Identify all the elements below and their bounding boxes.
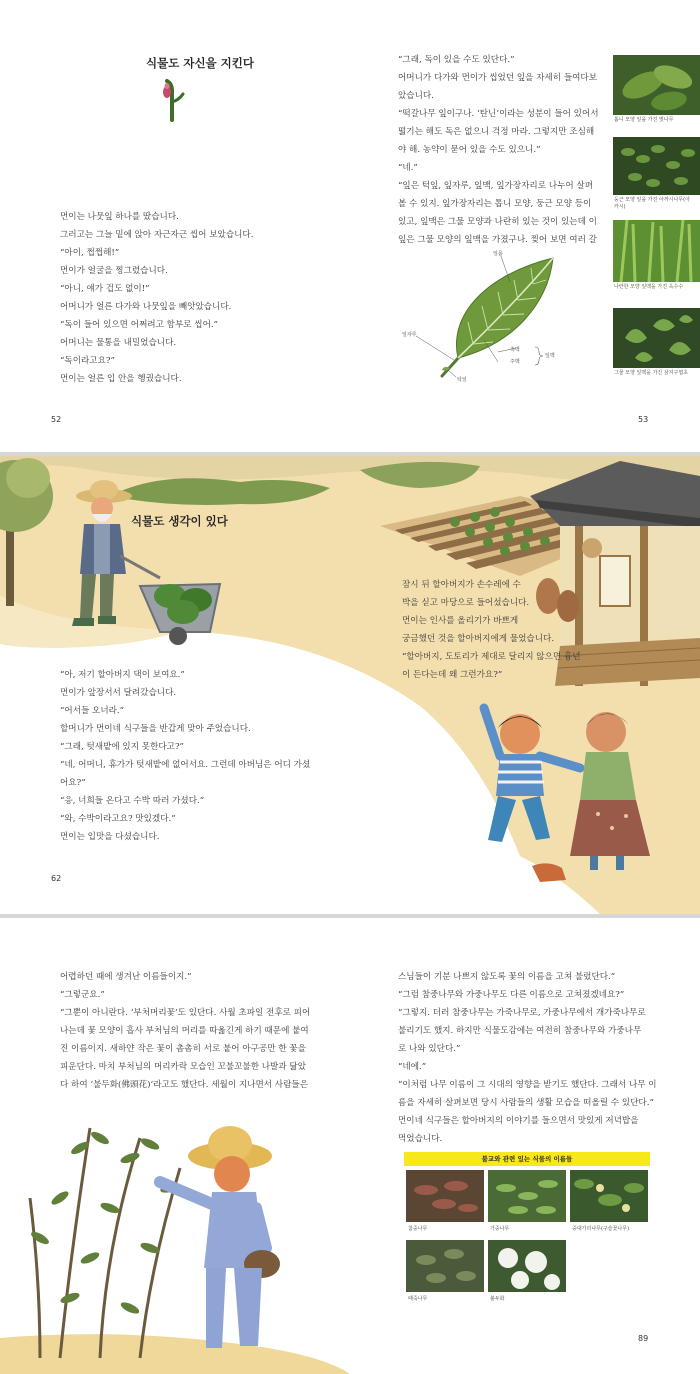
paragraph: 먹었습니다. <box>398 1134 443 1144</box>
paragraph: 피운단다. 마치 부처님의 머리카락 모습인 꼬불꼬불한 나발과 닮았 <box>60 1062 306 1072</box>
paragraph: “네에.” <box>398 1062 427 1072</box>
photo-bulduhwa <box>488 1240 566 1292</box>
paragraph: 어머니가 얼른 다가와 나뭇잎을 빼앗았습니다. <box>60 302 232 312</box>
paragraph: 먼이는 인사를 올리기가 바쁘게 <box>402 616 519 626</box>
paragraph: 름을 자세히 살펴보면 당시 사람들의 생활 모습을 떠올릴 수 있단다.” <box>398 1098 654 1108</box>
paragraph: 진 이름이지. 새하얀 작은 꽃이 촘촘히 서로 붙어 아구공만 한 꽃을 <box>60 1044 306 1054</box>
paragraph: “할아버지, 도토리가 제대로 달리지 않으면 흉년 <box>402 652 581 662</box>
photo-caption: 때죽나무 <box>408 1296 428 1302</box>
photo-chamjung <box>406 1170 484 1222</box>
paragraph: 았습니다. <box>398 91 434 101</box>
paragraph: “그래, 독이 있을 수도 있단다.” <box>398 55 515 65</box>
paragraph: 먼이는 얼른 입 안을 헹궜습니다. <box>60 374 182 384</box>
photo-parallel-vein <box>613 220 700 282</box>
paragraph: “네.” <box>398 163 418 173</box>
photo-net-vein <box>613 308 700 368</box>
photo-ttaejuk <box>406 1240 484 1292</box>
spread-pages-52-53 <box>0 0 700 452</box>
paragraph: 먼이는 입맛을 다셨습니다. <box>60 832 160 842</box>
paragraph: 어렵하던 때에 생겨난 이름들이지.” <box>60 972 192 982</box>
page-number: 62 <box>51 874 62 883</box>
paragraph: “와, 수박이라고요? 맛있겠다.” <box>60 814 176 824</box>
paragraph: “그렇군요.” <box>60 990 105 1000</box>
photo-caption: 나란한 모양 잎맥을 가진 옥수수 <box>614 284 684 290</box>
photo-caption: 둥근 모양 잎을 가진 아까시나무(아카시) <box>614 197 690 210</box>
paragraph: “독이 들어 있으면 어쩌려고 함부로 씹어.” <box>60 320 219 330</box>
right-page-text <box>398 968 657 1148</box>
paragraph: 먼이는 나뭇잎 하나를 땄습니다. <box>60 212 179 222</box>
paragraph: 다 하여 ‘불두화(佛頭花)’라고도 했단다. 세월이 지나면서 사람들은 <box>60 1080 309 1090</box>
spread-page-62 <box>0 456 700 914</box>
left-page-text <box>60 968 310 1094</box>
photo-round-leaf <box>613 137 700 195</box>
paragraph: “아, 저기 할아버지 댁이 보여요.” <box>60 670 185 680</box>
paragraph: 어머니가 다가와 먼이가 씹었던 잎을 자세히 들여다보 <box>398 73 598 83</box>
paragraph: 그러고는 그늘 밑에 앉아 자근자근 씹어 보았습니다. <box>60 230 254 240</box>
leaf-label-veins: 잎맥 <box>545 353 555 359</box>
photo-caption: 불두화 <box>490 1296 505 1302</box>
spread-page-89 <box>0 918 700 1374</box>
left-page-text <box>60 666 310 846</box>
paragraph: “네, 어머니, 휴가가 텃새밭에 없어서요. 그런데 아버님은 어디 가셨 <box>60 760 311 770</box>
paragraph: “그뿐이 아니란다. ‘부처머리꽃’도 있단다. 사월 초파일 전후로 피어 <box>60 1008 311 1018</box>
paragraph: 나는데 꽃 모양이 흡사 부처님의 머리를 따옮긴게 하기 때문에 붙여 <box>60 1026 309 1036</box>
paragraph: 있고, 잎맥은 그물 모양과 나란히 있는 것이 있는데 이 <box>398 217 597 227</box>
paragraph: “이처럼 나무 이름이 그 시대의 영향을 받기도 했단다. 그래서 나무 이 <box>398 1080 657 1090</box>
photo-serrated-leaf <box>613 55 700 115</box>
leaf-label-lateral-vein: 측맥 <box>510 347 520 353</box>
plant-name-box <box>404 1152 650 1327</box>
paragraph: “그럼 참중나무와 가중나무도 다른 이름으로 고쳐졌겠네요?” <box>398 990 625 1000</box>
box-heading: 불교와 관련 있는 식물의 이름들 <box>404 1152 650 1166</box>
paragraph: 야 해. 농약이 묻어 있을 수도 있으니.” <box>398 145 541 155</box>
twig-illustration <box>155 78 189 122</box>
paragraph: 로 나와 있단다.” <box>398 1044 461 1054</box>
paragraph: “떡갈나무 잎이구나. ‘탄닌’이라는 성분이 들어 있어서 <box>398 109 599 119</box>
paragraph: 이 든다는데 왜 그런가요?” <box>402 670 503 680</box>
leaf-label-petiole: 잎자루 <box>402 332 417 338</box>
page-number: 89 <box>638 1334 649 1343</box>
photo-caption: 참중나무 <box>408 1226 428 1232</box>
leaf-label-stipule: 턱잎 <box>457 377 467 383</box>
page-number: 52 <box>51 415 62 424</box>
photo-caption: 그물 모양 잎맥을 가진 삼지구엽초 <box>614 370 688 376</box>
page-number: 53 <box>638 415 649 424</box>
paragraph: “그렇지. 더러 참중나무는 가죽나무로, 가중나무에서 개가죽나무로 <box>398 1008 646 1018</box>
paragraph: 할머니가 먼이네 식구들을 반갑게 맞아 주었습니다. <box>60 724 251 734</box>
paragraph: 박을 싣고 마당으로 들어섰습니다. <box>402 598 530 608</box>
paragraph: 떫기는 해도 독은 없으니 걱정 마라. 그렇지만 조심해 <box>398 127 595 137</box>
leaf-label-main-vein: 주맥 <box>510 359 520 365</box>
photo-jungdaegari <box>570 1170 648 1222</box>
paragraph: “그래, 텃새밭에 있지 못한다고?” <box>60 742 184 752</box>
paragraph: 불리기도 했지. 하지만 식물도감에는 여전히 참중나무와 가중나무 <box>398 1026 642 1036</box>
paragraph: 먼이네 식구들은 할아버지의 이야기를 들으면서 맛있게 저녁밥을 <box>398 1116 639 1126</box>
photo-caption: 톱니 모양 잎을 가진 벚나무 <box>614 117 674 123</box>
paragraph: 볼 수 있지. 잎가장자리는 톱니 모양, 둥근 모양 등이 <box>398 199 592 209</box>
photo-gajung <box>488 1170 566 1222</box>
leaf-diagram <box>398 244 598 384</box>
paragraph: 어머니는 물통을 내밀었습니다. <box>60 338 177 348</box>
right-page-text <box>402 576 581 684</box>
left-page-text <box>60 208 253 388</box>
paragraph: “응, 너희들 온다고 수박 따러 가셨다.” <box>60 796 205 806</box>
paragraph: 어요?” <box>60 778 86 788</box>
paragraph: 궁금했던 것을 할아버지에게 물었습니다. <box>402 634 555 644</box>
paragraph: 잠시 뒤 할아버지가 손수레에 수 <box>402 580 521 590</box>
paragraph: 먼이가 얼굴을 찡그렸습니다. <box>60 266 168 276</box>
paragraph: “아니, 얘가 겁도 없이!” <box>60 284 150 294</box>
paragraph: “독이라고요?” <box>60 356 115 366</box>
leaf-label-blade: 잎몸 <box>493 251 503 257</box>
paragraph: “잎은 턱잎, 잎자루, 잎맥, 잎가장자리로 나누어 살펴 <box>398 181 594 191</box>
paragraph: 스님들이 기분 나쁘지 않도록 꽃의 이름을 고쳐 불렀단다.” <box>398 972 616 982</box>
section-title: 식물도 생각이 있다 <box>131 514 228 528</box>
photo-caption: 가중나무 <box>490 1226 510 1232</box>
photo-caption: 중대가리나무(구슬꽃나무) <box>572 1226 630 1232</box>
paragraph: “어서들 오너라.” <box>60 706 125 716</box>
paragraph: 먼이가 앞장서서 달려갔습니다. <box>60 688 177 698</box>
paragraph: “아이, 쩝쩝해!” <box>60 248 120 258</box>
section-title: 식물도 자신을 지킨다 <box>146 56 254 70</box>
grandfather-tree-illustration <box>0 1108 360 1374</box>
paragraph: 잎은 그물 모양의 잎맥을 가졌구나. 찢어 보면 여러 갈 <box>398 235 597 245</box>
right-page-text <box>398 51 599 249</box>
